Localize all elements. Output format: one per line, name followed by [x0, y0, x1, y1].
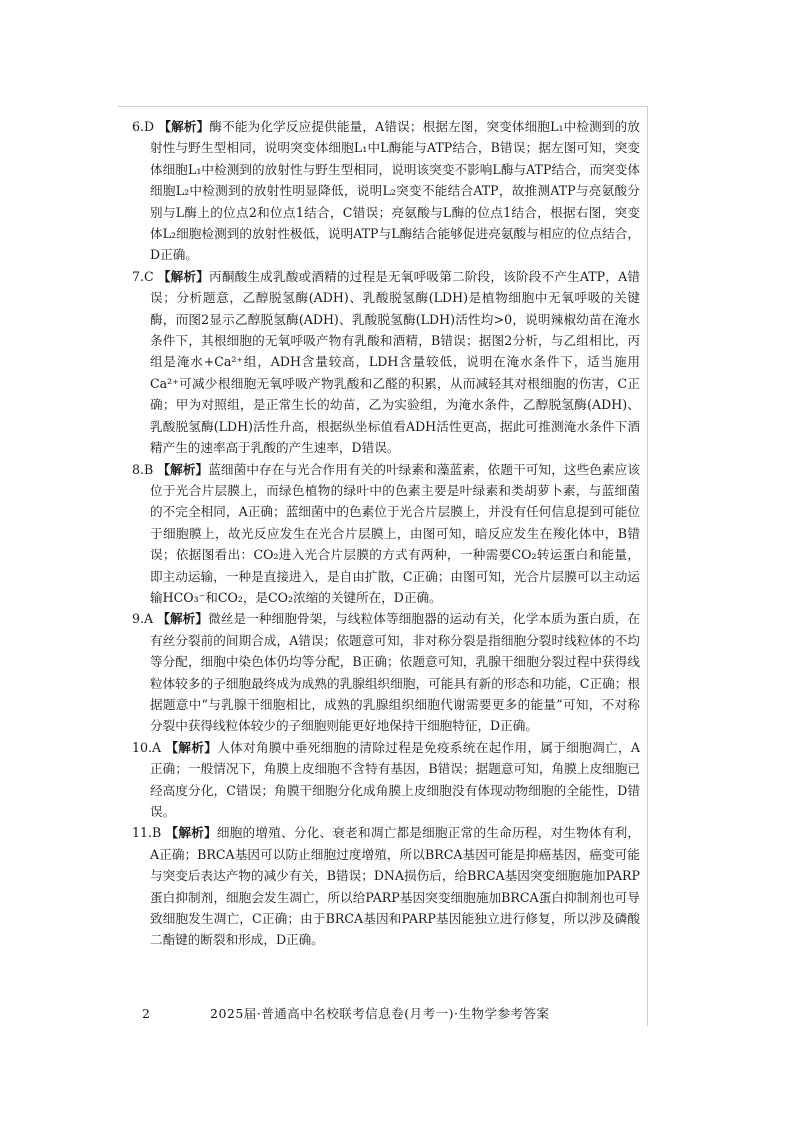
analysis-tag: 【解析】 [165, 825, 217, 841]
answer-6 [132, 116, 640, 266]
answer-number: 10. [132, 739, 153, 755]
answer-choice: B [144, 461, 154, 477]
answer-number: 6. [132, 119, 145, 134]
answer-text: 细胞的增殖、分化、衰老和凋亡都是细胞正常的生命历程，对生物体有利，A正确；BRCA基因可以防止细胞过度增殖，所以BRCA基因可能是抑癌基因，癌变可能与突变后表达产物的减少有关，B错误；DNA损伤后，给BRCA基因突变细胞施加PARP蛋白抑制剂，细胞会发生凋亡，所以给PARP基因突变细胞施加BRCA蛋白抑制剂也可导致细胞发生凋亡，C正确；由于BRCA基因和PARP基因能独立进行修复，所以涉及磷酸二酯键的断裂和形成，D正确。 [150, 825, 641, 948]
answer-text: 丙酮酸生成乳酸或酒精的过程是无氧呼吸第二阶段，该阶段不产生ATP，A错误；分析题意，乙醇脱氢酶(ADH)、乳酸脱氢酶(LDH)是植物细胞中无氧呼吸的关键酶，而图2显示乙醇脱氢酶(ADH)、乳酸脱氢酶(LDH)活性均>0，说明辣椒幼苗在淹水条件下，其根细胞的无氧呼吸产物有乳酸和酒精，B错误；据图2分析，与乙组相比，丙组是淹水+Ca²⁺组，ADH含量较高，LDH含量较低，说明在淹水条件下，适当施用Ca²⁺可减少根细胞无氧呼吸产物乳酸和乙醛的积累，从而减轻其对根细胞的伤害，C正确；甲为对照组，是正常生长的幼苗，乙为实验组，为淹水条件，乙醇脱氢酶(ADH)、乳酸脱氢酶(LDH)活性升高，根据纵坐标值看ADH活性更高，据此可推测淹水条件下酒精产生的速率高于乳酸的产生速率，D错误。 [150, 268, 641, 456]
answer-9 [132, 608, 640, 736]
page-number: 2 [142, 1006, 150, 1021]
answer-text: 人体对角膜中垂死细胞的清除过程是免疫系统在起作用，属于细胞凋亡，A正确；一般情况下，角膜上皮细胞不含特有基因，B错误；据题意可知，角膜上皮细胞已经高度分化，C错误；角膜干细胞分化成角膜上皮细胞没有体现动物细胞的全能性，D错误。 [150, 739, 640, 819]
analysis-tag: 【解析】 [157, 461, 209, 477]
analysis-tag: 【解析】 [158, 119, 210, 134]
answer-choice: D [144, 119, 155, 134]
answer-text: 微丝是一种细胞骨架，与线粒体等细胞器的运动有关，化学本质为蛋白质，在有丝分裂前的间期合成，A错误；依题意可知，非对称分裂是指细胞分裂时线粒体的不均等分配，细胞中染色体仍均等分配，B正确；依题意可知，乳腺干细胞分裂过程中获得线粒体较多的子细胞最终成为成熟的乳腺组织细胞，可能具有新的形态和功能，C正确；根据题意中“与乳腺干细胞相比，成熟的乳腺组织细胞代谢需要更多的能量”可知，不对称分裂中获得线粒体较少的子细胞则能更好地保持干细胞特征，D正确。 [150, 611, 640, 734]
answer-8 [132, 459, 640, 609]
answer-text: 酶不能为化学反应提供能量，A错误；根据左图，突变体细胞L₁中检测到的放射性与野生型相同，说明突变体细胞L₁中L酶能与ATP结合，B错误；据左图可知，突变体细胞L₁中检测到的放射性与野生型相同，说明该突变不影响L酶与ATP结合，而突变体细胞L₂中检测到的放射性明显降低，说明L₂突变不能结合ATP，故推测ATP与亮氨酸分别与L酶上的位点2和位点1结合，C错误；亮氨酸与L酶的位点1结合，根据右图，突变体L₂细胞检测到的放射性极低，说明ATP与L酶结合能够促进亮氨酸与相应的位点结合，D正确。 [150, 119, 641, 263]
analysis-tag: 【解析】 [157, 268, 210, 284]
answer-choice: B [152, 825, 162, 841]
answer-choice: A [152, 739, 162, 755]
answer-number: 9. [132, 611, 145, 627]
answer-number: 7. [132, 268, 145, 284]
answer-number: 11. [132, 825, 153, 841]
answer-choice: C [144, 268, 154, 284]
answer-text: 蓝细菌中存在与光合作用有关的叶绿素和藻蓝素，依题干可知，这些色素应该位于光合片层膜上，而绿色植物的绿叶中的色素主要是叶绿素和类胡萝卜素，与蓝细菌的不完全相同，A正确；蓝细菌中的色素位于光合片层膜上，并没有任何信息提到可能位于细胞膜上，故光反应发生在光合片层膜上，由图可知，暗反应发生在羧化体中，B错误；依据图看出：CO₂进入光合片层膜的方式有两种，一种需要CO₂转运蛋白和能量，即主动运输，一种是直接进入，是自由扩散，C正确；由图可知，光合片层膜可以主动运输HCO₃⁻和CO₂，是CO₂浓缩的关键所在，D正确。 [150, 461, 641, 605]
footer-title: 2025届·普通高中名校联考信息卷(月考一)·生物学参考答案 [210, 1006, 550, 1021]
answer-number: 8. [132, 461, 145, 477]
answer-7 [132, 266, 640, 459]
answer-10 [132, 737, 640, 823]
page-footer [142, 1004, 638, 1024]
answer-choice: A [144, 611, 154, 627]
analysis-tag: 【解析】 [165, 739, 218, 755]
analysis-tag: 【解析】 [157, 611, 209, 627]
answer-list [132, 116, 640, 951]
answer-11 [132, 822, 640, 950]
